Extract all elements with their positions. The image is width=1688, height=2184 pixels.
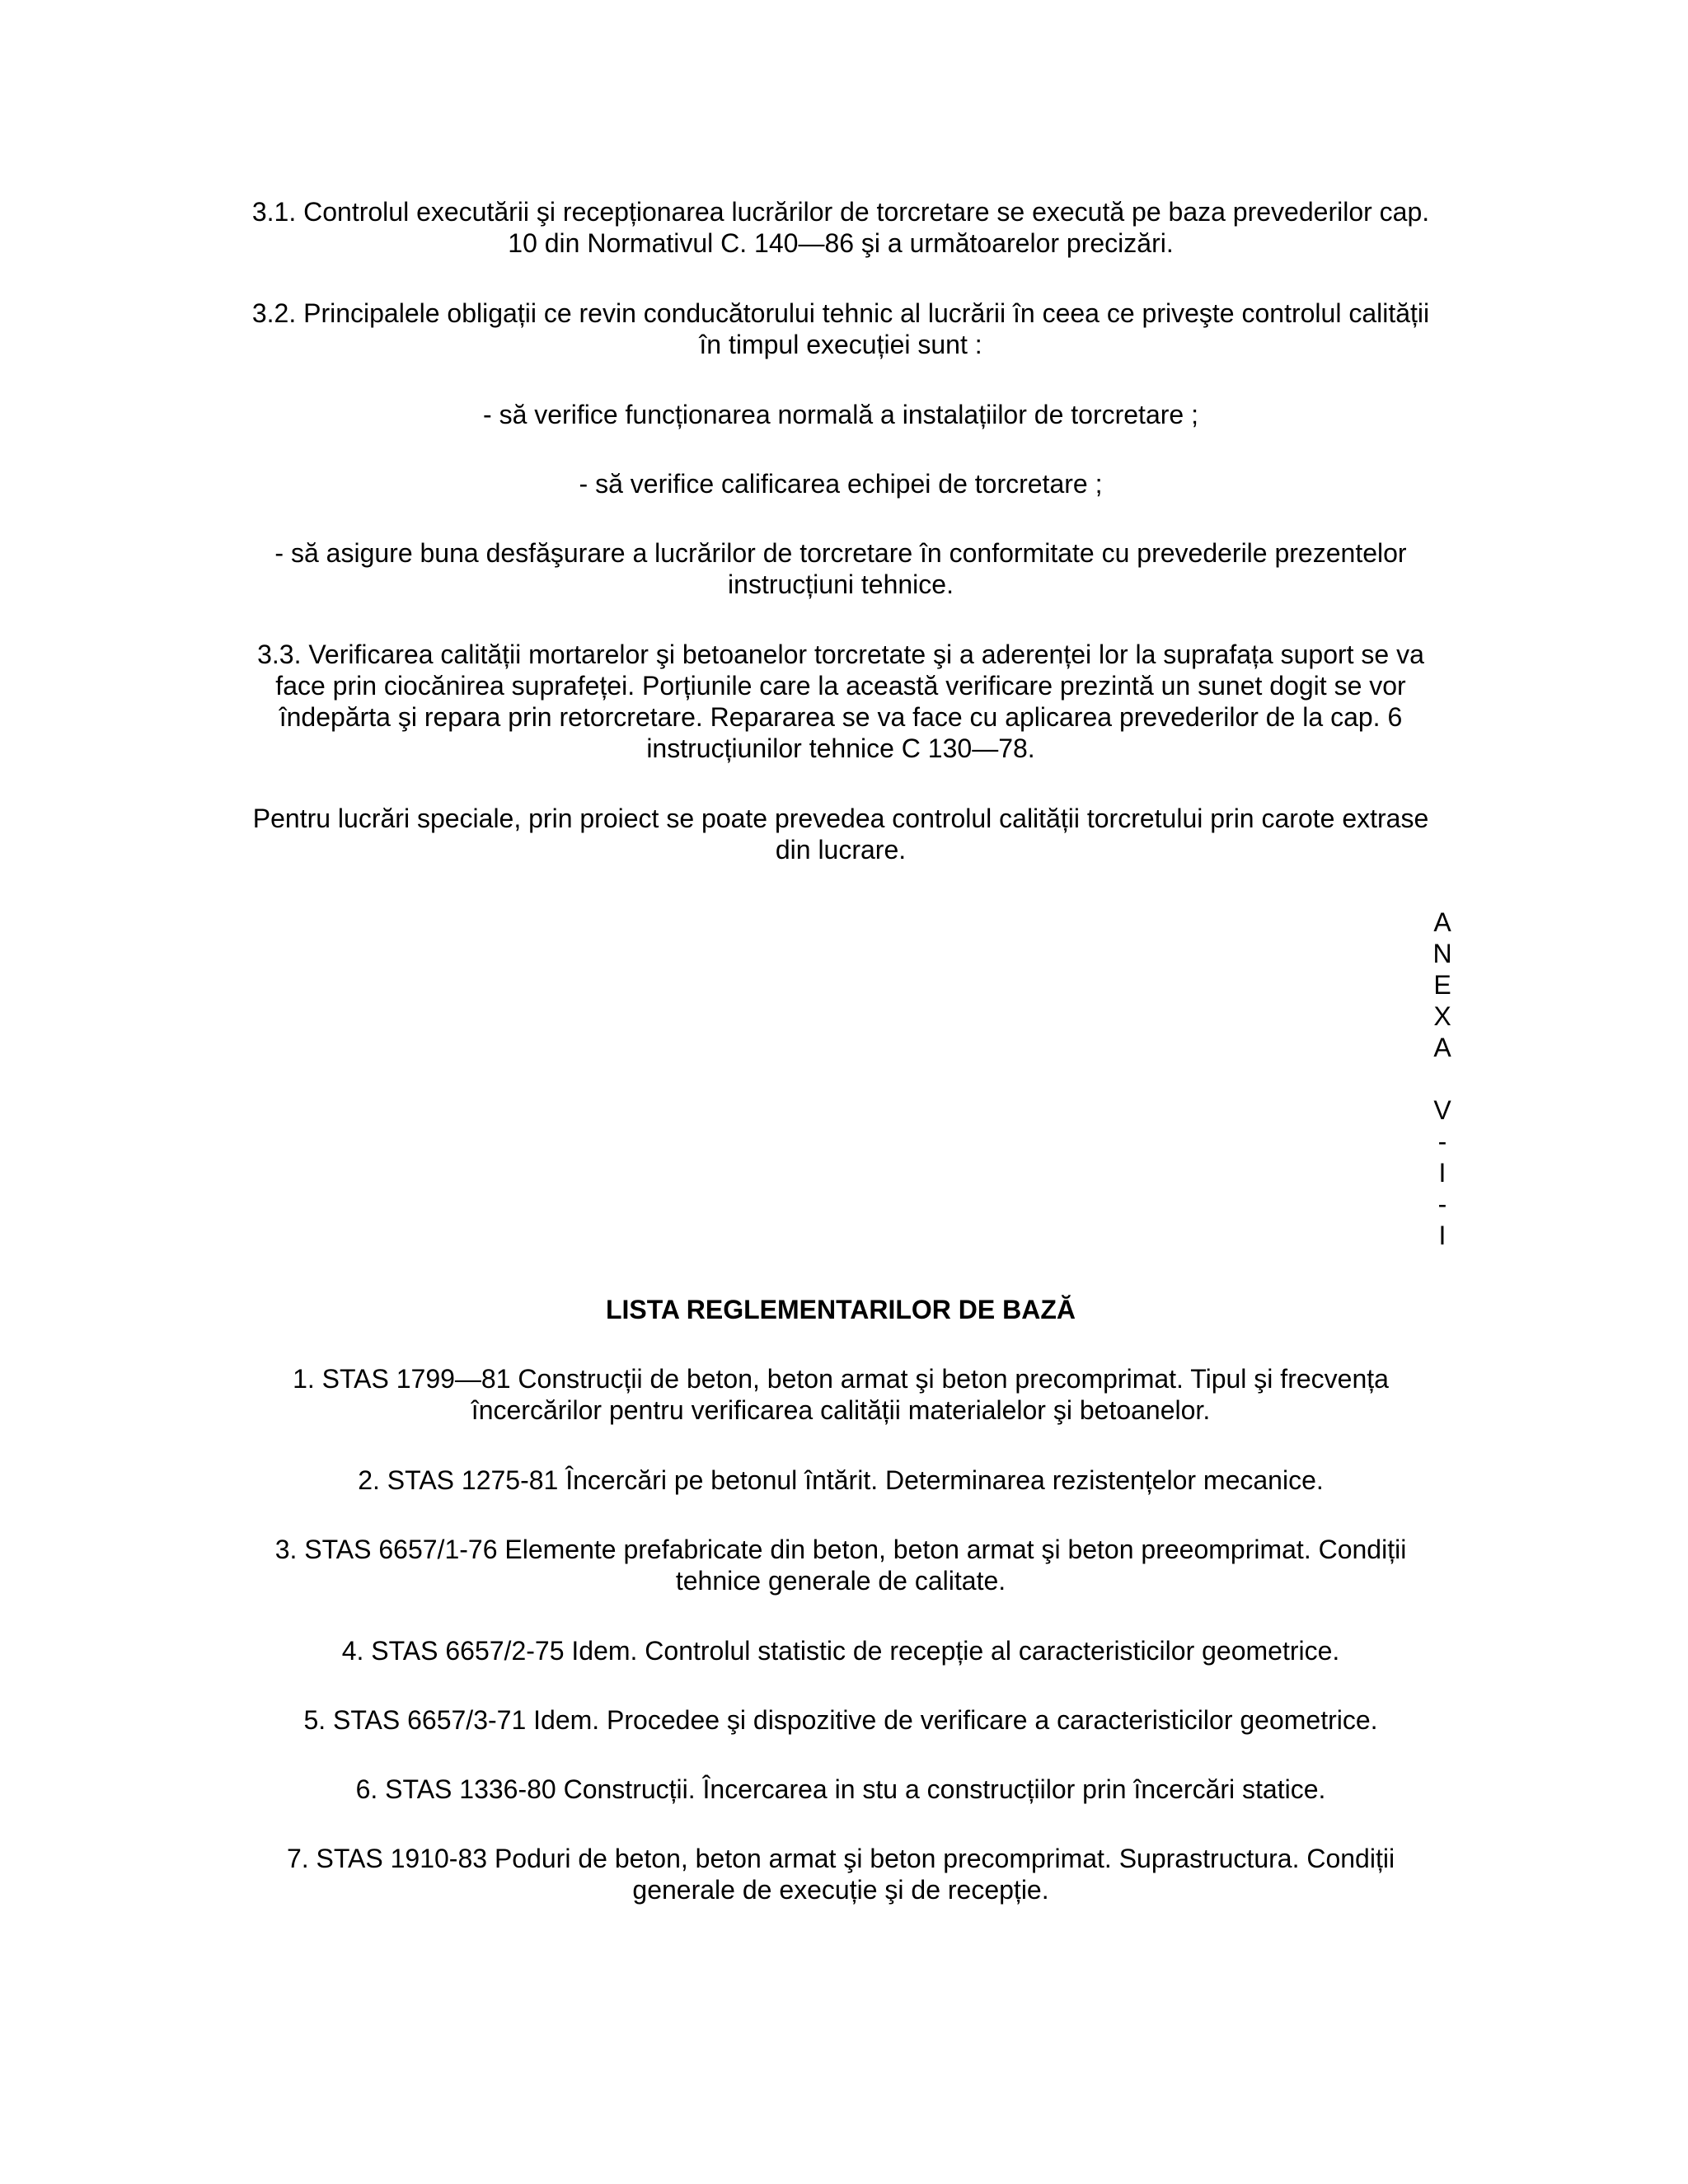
annex-number-char: - bbox=[1437, 1127, 1447, 1156]
annex-letter: A bbox=[1433, 907, 1451, 937]
list-item: 7. STAS 1910-83 Poduri de beton, beton armat şi beton precomprimat. Suprastructura. Condiții generale de execuție şi de recepție. bbox=[286, 1844, 1395, 1905]
list-item: 5. STAS 6657/3-71 Idem. Procedee şi dispozitive de verificare a caracteristicilor geometrice. bbox=[303, 1705, 1378, 1735]
paragraph-3-2: 3.2. Principalele obligații ce revin conducătorului tehnic al lucrării în ceea ce priveşte controlul calității în timpul execuției sunt : bbox=[251, 298, 1430, 359]
list-item: 3. STAS 6657/1-76 Elemente prefabricate din beton, beton armat şi beton preeomprimat. Condiții tehnice generale de calitate. bbox=[274, 1535, 1407, 1596]
annex-letter: N bbox=[1432, 939, 1452, 968]
annex-number-char: V bbox=[1433, 1095, 1451, 1125]
paragraph-3-1: 3.1. Controlul executării şi recepționarea lucrărilor de torcretare se execută pe baza prevederilor cap. 10 din Normativul C. 140—86 şi a următoarelor precizări. bbox=[251, 197, 1430, 258]
annex-letter: E bbox=[1433, 970, 1451, 1000]
list-item: 1. STAS 1799—81 Construcții de beton, beton armat şi beton precomprimat. Tipul şi frecvența încercărilor pentru verificarea calității materialelor şi betoanelor. bbox=[293, 1364, 1389, 1425]
list-item: 2. STAS 1275-81 Încercări pe betonul întărit. Determinarea rezistențelor mecanice. bbox=[358, 1465, 1324, 1495]
annex-letter: A bbox=[1433, 1033, 1451, 1062]
paragraph-special-works: Pentru lucrări speciale, prin proiect se poate prevedea controlul calității torcretului prin carote extrase din lucrare. bbox=[252, 804, 1429, 865]
bullet-verify-installations: - să verifice funcționarea normală a instalațiilor de torcretare ; bbox=[483, 400, 1198, 429]
paragraph-3-3: 3.3. Verificarea calității mortarelor şi betoanelor torcretate şi a aderenței lor la suprafața suport se va face prin ciocănirea suprafeței. Porțiunile care la această verificare prezintă un sunet dogit se vor îndepărta şi repara prin retorcretare. Repararea se va face cu aplicarea prevederilor de la cap. 6 instrucțiunilor tehnice C 130—78. bbox=[257, 640, 1424, 763]
annex-number-char: - bbox=[1437, 1189, 1447, 1219]
list-item: 6. STAS 1336-80 Construcții. Încercarea in stu a construcțiilor prin încercări statice. bbox=[355, 1774, 1326, 1804]
bullet-ensure-works: - să asigure buna desfăşurare a lucrărilor de torcretare în conformitate cu prevederile prezentelor instrucțiuni tehnice. bbox=[274, 538, 1407, 599]
bullet-verify-team: - să verifice calificarea echipei de torcretare ; bbox=[579, 469, 1103, 499]
annex-vertical-label bbox=[1426, 907, 1459, 1251]
annex-letter: X bbox=[1433, 1001, 1451, 1031]
list-title: LISTA REGLEMENTARILOR DE BAZĂ bbox=[605, 1295, 1076, 1324]
list-item: 4. STAS 6657/2-75 Idem. Controlul statistic de recepție al caracteristicilor geometrice. bbox=[341, 1636, 1340, 1666]
annex-number-char: I bbox=[1438, 1158, 1447, 1188]
annex-gap bbox=[1426, 1063, 1459, 1094]
annex-number-char: I bbox=[1438, 1221, 1447, 1250]
